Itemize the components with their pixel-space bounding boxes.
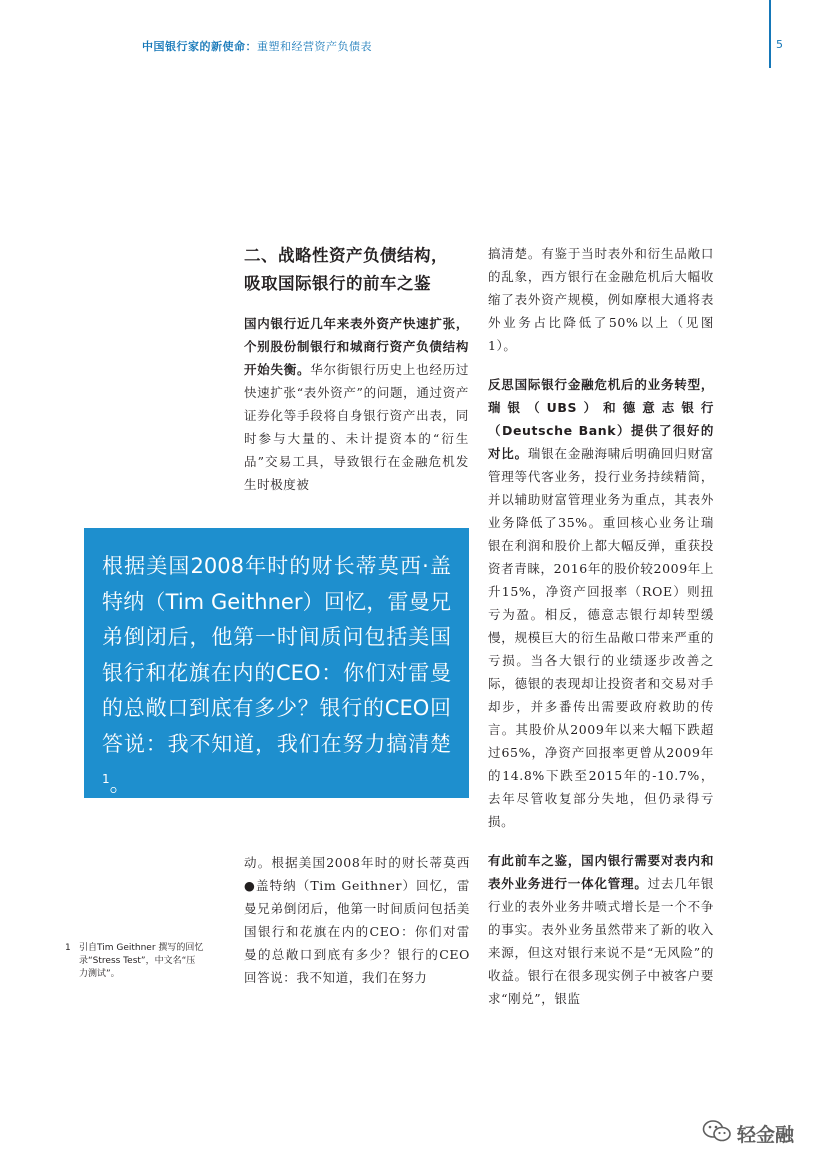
middle-column-bottom-paragraph: 动。根据美国2008年时的财长蒂莫西●盖特纳（Tim Geithner）回忆，雷曼兄弟倒闭后，他第一时间质问包括美国银行和花旗在内的CEO：你们对雷曼的总敞口到底有多少？银行的CEO回答说：我不知道，我们在努力 [244, 855, 470, 985]
right-column [488, 242, 714, 1010]
paragraph-2-lead: 反思国际银行金融危机后的业务转型，瑞银（UBS）和德意志银行（Deutsche Bank）提供了很好的对比。 [488, 377, 714, 461]
paragraph-2-text: 瑞银在金融海啸后明确回归财富管理等代客业务，投行业务持续精简，并以辅助财富管理业务为重点，其表外业务降低了35%。重回核心业务让瑞银在利润和股价上都大幅反弹，重获投资者青睐，2016年的股价较2009年上升15%，净资产回报率（ROE）则扭亏为盈。相反，德意志银行却转型缓慢，规模巨大的衍生品敞口带来严重的亏损。当各大银行的业绩逐步改善之际，德银的表现却让投资者和交易对手却步，并多番传出需要政府救助的传言。其股价从2009年以来大幅下跌超过65%，净资产回报率更曾从2009年的14.8%下跌至2015年的-10.7%，去年尽管收复部分失地，但仍录得亏损。 [488, 446, 714, 829]
footnote-number: 1 [65, 943, 71, 953]
right-column-paragraph-2 [488, 373, 714, 833]
footnote-reference: 1 [102, 772, 110, 786]
header-rule [769, 0, 771, 68]
section-heading-line-1: 二、战略性资产负债结构， [244, 246, 448, 265]
running-header-bold: 中国银行家的新使命： [142, 40, 257, 53]
right-column-paragraph-1: 搞清楚。有鉴于当时表外和衍生品敞口的乱象，西方银行在金融危机后大幅收缩了表外资产规模，例如摩根大通将表外业务占比降低了50%以上（见图1）。 [488, 246, 714, 353]
running-header [142, 38, 372, 54]
paragraph-3-text: 过去几年银行业的表外业务井喷式增长是一个不争的事实。表外业务虽然带来了新的收入来源，但这对银行来说不是“无风险”的收益。银行在很多现实例子中被客户要求“刚兑”，银监 [488, 876, 714, 1006]
pull-quote-body: 根据美国2008年时的财长蒂莫西·盖特纳（Tim Geithner）回忆，雷曼兄弟倒闭后，他第一时间质问包括美国银行和花旗在内的CEO：你们对雷曼的总敞口到底有多少？银行的CEO回答说：我不知道，我们在努力搞清楚 [102, 554, 451, 756]
pull-quote-box [84, 528, 469, 798]
watermark [702, 1120, 794, 1146]
paragraph-3-lead: 有此前车之鉴，国内银行需要对表内和表外业务进行一体化管理。 [488, 853, 714, 891]
middle-column-top-paragraph [244, 312, 469, 496]
middle-column-top [244, 312, 469, 496]
section-heading-line-2: 吸取国际银行的前车之鉴 [244, 274, 431, 293]
running-header-rest: 重塑和经营资产负债表 [257, 40, 372, 53]
lead-sentence: 国内银行近几年来表外资产快速扩张，个别股份制银行和城商行资产负债结构开始失衡。 [244, 316, 469, 377]
watermark-text: 轻金融 [737, 1123, 795, 1146]
page-number: 5 [776, 38, 783, 51]
wechat-icon [702, 1119, 732, 1147]
section-heading [244, 242, 476, 298]
paragraph-text: 华尔街银行历史上也经历过快速扩张“表外资产”的问题，通过资产证券化等手段将自身银行资产出表，同时参与大量的、未计提资本的“衍生品”交易工具，导致银行在金融危机发生时极度被 [244, 362, 469, 492]
right-column-paragraph-3 [488, 849, 714, 1010]
footnote-text: 引自Tim Geithner 撰写的回忆录“Stress Test”，中文名“压力测试”。 [79, 943, 204, 979]
middle-column-bottom [244, 851, 470, 989]
pull-quote-end: 。 [109, 772, 131, 796]
pull-quote-text [102, 549, 451, 803]
